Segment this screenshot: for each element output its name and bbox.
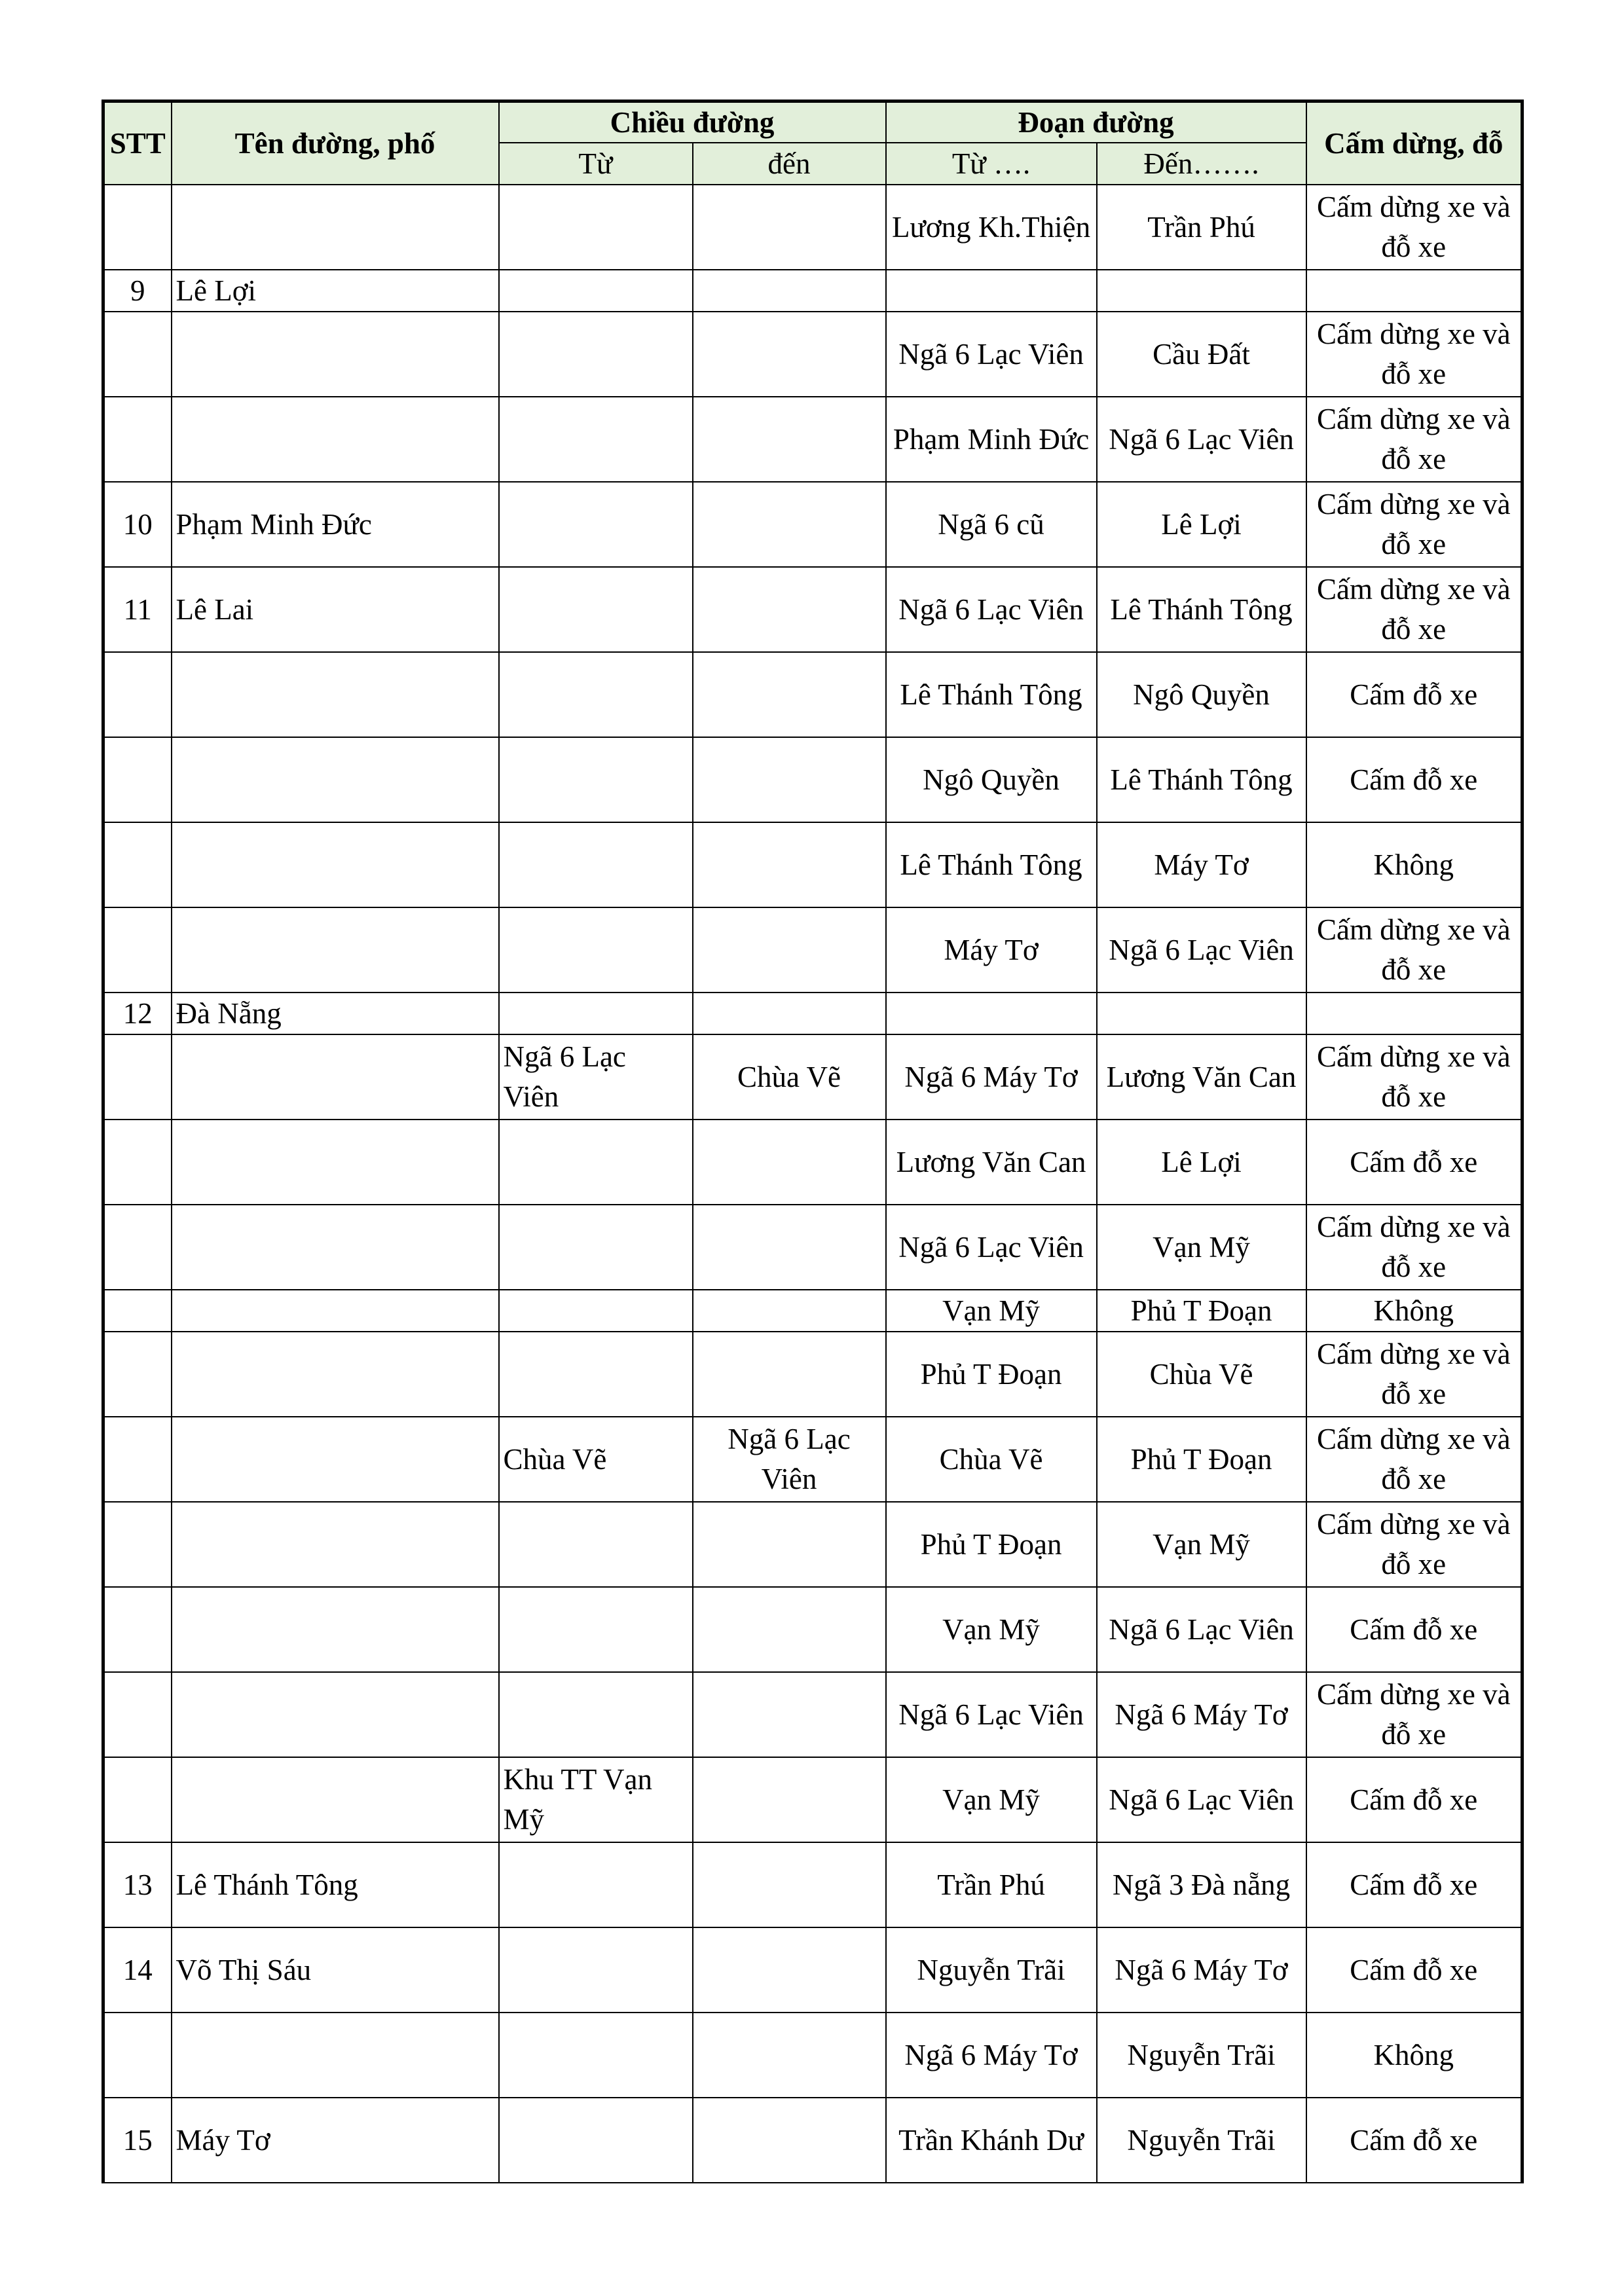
cell-section-to: Ngã 6 Lạc Viên — [1097, 1757, 1306, 1842]
table-body — [103, 185, 1522, 2183]
cell-stt — [103, 1205, 172, 1290]
cell-direction-from — [499, 1290, 693, 1332]
cell-section-from — [886, 993, 1097, 1034]
table-row — [103, 1290, 1522, 1332]
table-row — [103, 270, 1522, 312]
cell-direction-to — [693, 1757, 886, 1842]
table-row — [103, 1332, 1522, 1417]
cell-street-name — [172, 1034, 499, 1120]
cell-direction-to — [693, 270, 886, 312]
cell-section-to: Chùa Vẽ — [1097, 1332, 1306, 1417]
cell-street-name: Máy Tơ — [172, 2098, 499, 2183]
header-direction-from: Từ — [499, 143, 693, 185]
cell-section-from: Ngã 6 cũ — [886, 482, 1097, 567]
cell-restriction: Cấm đỗ xe — [1306, 1927, 1522, 2013]
cell-section-to: Ngã 6 Máy Tơ — [1097, 1672, 1306, 1757]
cell-direction-to — [693, 1205, 886, 1290]
cell-street-name — [172, 1120, 499, 1205]
cell-street-name — [172, 185, 499, 270]
cell-stt: 15 — [103, 2098, 172, 2183]
cell-direction-to — [693, 1502, 886, 1587]
cell-section-from: Chùa Vẽ — [886, 1417, 1097, 1502]
cell-street-name — [172, 907, 499, 993]
cell-direction-from — [499, 185, 693, 270]
cell-direction-to — [693, 1290, 886, 1332]
cell-stt — [103, 822, 172, 907]
cell-direction-from — [499, 1120, 693, 1205]
cell-section-to: Lương Văn Can — [1097, 1034, 1306, 1120]
cell-stt: 11 — [103, 567, 172, 652]
cell-direction-from — [499, 652, 693, 737]
cell-restriction — [1306, 993, 1522, 1034]
cell-direction-to — [693, 1587, 886, 1672]
cell-restriction: Cấm dừng xe và đỗ xe — [1306, 1417, 1522, 1502]
cell-section-to: Lê Lợi — [1097, 482, 1306, 567]
cell-direction-from — [499, 1927, 693, 2013]
cell-section-to: Máy Tơ — [1097, 822, 1306, 907]
cell-section-from: Nguyễn Trãi — [886, 1927, 1097, 2013]
cell-street-name — [172, 822, 499, 907]
cell-section-to: Ngã 3 Đà nẵng — [1097, 1842, 1306, 1927]
cell-direction-from — [499, 993, 693, 1034]
table-row — [103, 567, 1522, 652]
cell-section-from: Ngã 6 Lạc Viên — [886, 567, 1097, 652]
table-row — [103, 1927, 1522, 2013]
cell-section-from: Lê Thánh Tông — [886, 822, 1097, 907]
cell-section-to: Ngã 6 Máy Tơ — [1097, 1927, 1306, 2013]
table-row — [103, 1842, 1522, 1927]
cell-direction-to — [693, 2098, 886, 2183]
cell-direction-from — [499, 567, 693, 652]
cell-section-from: Trần Phú — [886, 1842, 1097, 1927]
table-row — [103, 2013, 1522, 2098]
cell-section-from: Ngã 6 Máy Tơ — [886, 1034, 1097, 1120]
cell-section-from — [886, 270, 1097, 312]
table-row — [103, 1672, 1522, 1757]
cell-section-to: Phủ T Đoạn — [1097, 1417, 1306, 1502]
cell-restriction: Cấm đỗ xe — [1306, 2098, 1522, 2183]
cell-direction-from — [499, 1672, 693, 1757]
cell-section-to — [1097, 993, 1306, 1034]
cell-stt — [103, 397, 172, 482]
cell-restriction: Không — [1306, 2013, 1522, 2098]
header-stt: STT — [103, 101, 172, 185]
table-row — [103, 737, 1522, 822]
cell-stt — [103, 907, 172, 993]
parking-restriction-table — [101, 100, 1524, 2183]
cell-stt — [103, 1120, 172, 1205]
cell-street-name — [172, 2013, 499, 2098]
cell-restriction: Cấm dừng xe và đỗ xe — [1306, 1332, 1522, 1417]
cell-street-name — [172, 1205, 499, 1290]
table-row — [103, 993, 1522, 1034]
cell-restriction: Cấm dừng xe và đỗ xe — [1306, 1205, 1522, 1290]
cell-street-name — [172, 1757, 499, 1842]
cell-section-from: Vạn Mỹ — [886, 1290, 1097, 1332]
cell-street-name — [172, 397, 499, 482]
cell-restriction: Không — [1306, 1290, 1522, 1332]
table-row — [103, 312, 1522, 397]
table-row — [103, 1757, 1522, 1842]
cell-restriction: Cấm dừng xe và đỗ xe — [1306, 185, 1522, 270]
table-row — [103, 1205, 1522, 1290]
cell-street-name: Võ Thị Sáu — [172, 1927, 499, 2013]
cell-section-to — [1097, 270, 1306, 312]
cell-direction-to — [693, 1842, 886, 1927]
cell-restriction — [1306, 270, 1522, 312]
cell-restriction: Cấm dừng xe và đỗ xe — [1306, 397, 1522, 482]
table-row — [103, 652, 1522, 737]
cell-stt — [103, 737, 172, 822]
cell-section-to: Nguyễn Trãi — [1097, 2098, 1306, 2183]
cell-street-name: Lê Lai — [172, 567, 499, 652]
cell-direction-to — [693, 1120, 886, 1205]
cell-stt: 10 — [103, 482, 172, 567]
cell-direction-to — [693, 2013, 886, 2098]
cell-stt — [103, 1757, 172, 1842]
cell-street-name — [172, 1332, 499, 1417]
cell-direction-to — [693, 822, 886, 907]
table-row — [103, 822, 1522, 907]
cell-section-from: Lương Kh.Thiện — [886, 185, 1097, 270]
cell-section-from: Trần Khánh Dư — [886, 2098, 1097, 2183]
cell-street-name: Lê Thánh Tông — [172, 1842, 499, 1927]
table-row — [103, 907, 1522, 993]
cell-section-from: Máy Tơ — [886, 907, 1097, 993]
cell-section-from: Ngã 6 Máy Tơ — [886, 2013, 1097, 2098]
header-section: Đoạn đường — [886, 101, 1306, 143]
cell-direction-from — [499, 1332, 693, 1417]
cell-stt — [103, 1502, 172, 1587]
cell-section-to: Ngã 6 Lạc Viên — [1097, 397, 1306, 482]
cell-restriction: Không — [1306, 822, 1522, 907]
cell-restriction: Cấm đỗ xe — [1306, 1120, 1522, 1205]
cell-street-name — [172, 1672, 499, 1757]
cell-direction-from — [499, 737, 693, 822]
cell-section-from: Vạn Mỹ — [886, 1587, 1097, 1672]
cell-restriction: Cấm dừng xe và đỗ xe — [1306, 1672, 1522, 1757]
cell-section-to: Lê Thánh Tông — [1097, 737, 1306, 822]
cell-stt — [103, 1290, 172, 1332]
cell-direction-to — [693, 907, 886, 993]
cell-street-name — [172, 1417, 499, 1502]
cell-direction-to — [693, 652, 886, 737]
cell-stt: 9 — [103, 270, 172, 312]
cell-section-to: Phủ T Đoạn — [1097, 1290, 1306, 1332]
cell-street-name — [172, 1502, 499, 1587]
cell-stt — [103, 1034, 172, 1120]
cell-direction-to — [693, 567, 886, 652]
cell-street-name — [172, 1587, 499, 1672]
cell-stt — [103, 312, 172, 397]
cell-restriction: Cấm dừng xe và đỗ xe — [1306, 312, 1522, 397]
cell-direction-from — [499, 1502, 693, 1587]
cell-section-to: Trần Phú — [1097, 185, 1306, 270]
cell-restriction: Cấm đỗ xe — [1306, 1842, 1522, 1927]
cell-street-name — [172, 312, 499, 397]
cell-section-to: Ngã 6 Lạc Viên — [1097, 1587, 1306, 1672]
cell-restriction: Cấm đỗ xe — [1306, 652, 1522, 737]
cell-direction-from — [499, 1205, 693, 1290]
table-row — [103, 185, 1522, 270]
cell-direction-from — [499, 2013, 693, 2098]
cell-restriction: Cấm đỗ xe — [1306, 737, 1522, 822]
table-row — [103, 397, 1522, 482]
cell-section-from: Ngã 6 Lạc Viên — [886, 1205, 1097, 1290]
cell-restriction: Cấm dừng xe và đỗ xe — [1306, 482, 1522, 567]
header-section-to: Đến……. — [1097, 143, 1306, 185]
cell-direction-from: Khu TT Vạn Mỹ — [499, 1757, 693, 1842]
cell-stt — [103, 1587, 172, 1672]
cell-direction-to — [693, 482, 886, 567]
cell-street-name: Đà Nẵng — [172, 993, 499, 1034]
cell-stt — [103, 1417, 172, 1502]
cell-stt — [103, 185, 172, 270]
cell-section-from: Lê Thánh Tông — [886, 652, 1097, 737]
cell-restriction: Cấm dừng xe và đỗ xe — [1306, 1034, 1522, 1120]
cell-restriction: Cấm dừng xe và đỗ xe — [1306, 907, 1522, 993]
cell-direction-from — [499, 482, 693, 567]
header-direction: Chiều đường — [499, 101, 886, 143]
cell-section-from: Ngô Quyền — [886, 737, 1097, 822]
cell-street-name — [172, 1290, 499, 1332]
cell-direction-to — [693, 185, 886, 270]
cell-section-to: Nguyễn Trãi — [1097, 2013, 1306, 2098]
table-row — [103, 1587, 1522, 1672]
cell-section-to: Cầu Đất — [1097, 312, 1306, 397]
table-row — [103, 1120, 1522, 1205]
cell-stt: 12 — [103, 993, 172, 1034]
cell-direction-to — [693, 993, 886, 1034]
cell-section-to: Ngô Quyền — [1097, 652, 1306, 737]
table-row — [103, 1502, 1522, 1587]
cell-direction-from — [499, 1587, 693, 1672]
cell-section-from: Phạm Minh Đức — [886, 397, 1097, 482]
cell-restriction: Cấm dừng xe và đỗ xe — [1306, 567, 1522, 652]
cell-direction-to — [693, 1672, 886, 1757]
header-section-from: Từ …. — [886, 143, 1097, 185]
cell-stt — [103, 2013, 172, 2098]
cell-section-to: Ngã 6 Lạc Viên — [1097, 907, 1306, 993]
cell-street-name: Phạm Minh Đức — [172, 482, 499, 567]
cell-direction-from — [499, 397, 693, 482]
cell-stt — [103, 1672, 172, 1757]
cell-direction-from — [499, 270, 693, 312]
cell-section-to: Lê Lợi — [1097, 1120, 1306, 1205]
cell-direction-to — [693, 397, 886, 482]
cell-stt — [103, 652, 172, 737]
cell-street-name — [172, 737, 499, 822]
cell-direction-from — [499, 312, 693, 397]
cell-direction-from — [499, 822, 693, 907]
table-row — [103, 2098, 1522, 2183]
cell-section-from: Ngã 6 Lạc Viên — [886, 1672, 1097, 1757]
cell-direction-to — [693, 1332, 886, 1417]
cell-direction-to — [693, 1927, 886, 2013]
table-row — [103, 1034, 1522, 1120]
cell-street-name — [172, 652, 499, 737]
cell-direction-from: Ngã 6 Lạc Viên — [499, 1034, 693, 1120]
cell-restriction: Cấm đỗ xe — [1306, 1587, 1522, 1672]
cell-direction-from — [499, 1842, 693, 1927]
table-row — [103, 482, 1522, 567]
cell-stt: 14 — [103, 1927, 172, 2013]
cell-section-to: Vạn Mỹ — [1097, 1502, 1306, 1587]
cell-direction-from — [499, 907, 693, 993]
cell-section-from: Phủ T Đoạn — [886, 1502, 1097, 1587]
table-row — [103, 1417, 1522, 1502]
cell-section-from: Ngã 6 Lạc Viên — [886, 312, 1097, 397]
header-direction-to: đến — [693, 143, 886, 185]
cell-restriction: Cấm đỗ xe — [1306, 1757, 1522, 1842]
cell-direction-from: Chùa Vẽ — [499, 1417, 693, 1502]
cell-direction-to — [693, 737, 886, 822]
cell-restriction: Cấm dừng xe và đỗ xe — [1306, 1502, 1522, 1587]
cell-section-from: Lương Văn Can — [886, 1120, 1097, 1205]
cell-section-from: Phủ T Đoạn — [886, 1332, 1097, 1417]
cell-section-from: Vạn Mỹ — [886, 1757, 1097, 1842]
cell-direction-to — [693, 312, 886, 397]
cell-direction-to: Chùa Vẽ — [693, 1034, 886, 1120]
cell-direction-from — [499, 2098, 693, 2183]
cell-section-to: Lê Thánh Tông — [1097, 567, 1306, 652]
cell-street-name: Lê Lợi — [172, 270, 499, 312]
cell-section-to: Vạn Mỹ — [1097, 1205, 1306, 1290]
cell-stt: 13 — [103, 1842, 172, 1927]
header-restriction: Cấm dừng, đỗ — [1306, 101, 1522, 185]
cell-direction-to: Ngã 6 Lạc Viên — [693, 1417, 886, 1502]
cell-stt — [103, 1332, 172, 1417]
header-street-name: Tên đường, phố — [172, 101, 499, 185]
